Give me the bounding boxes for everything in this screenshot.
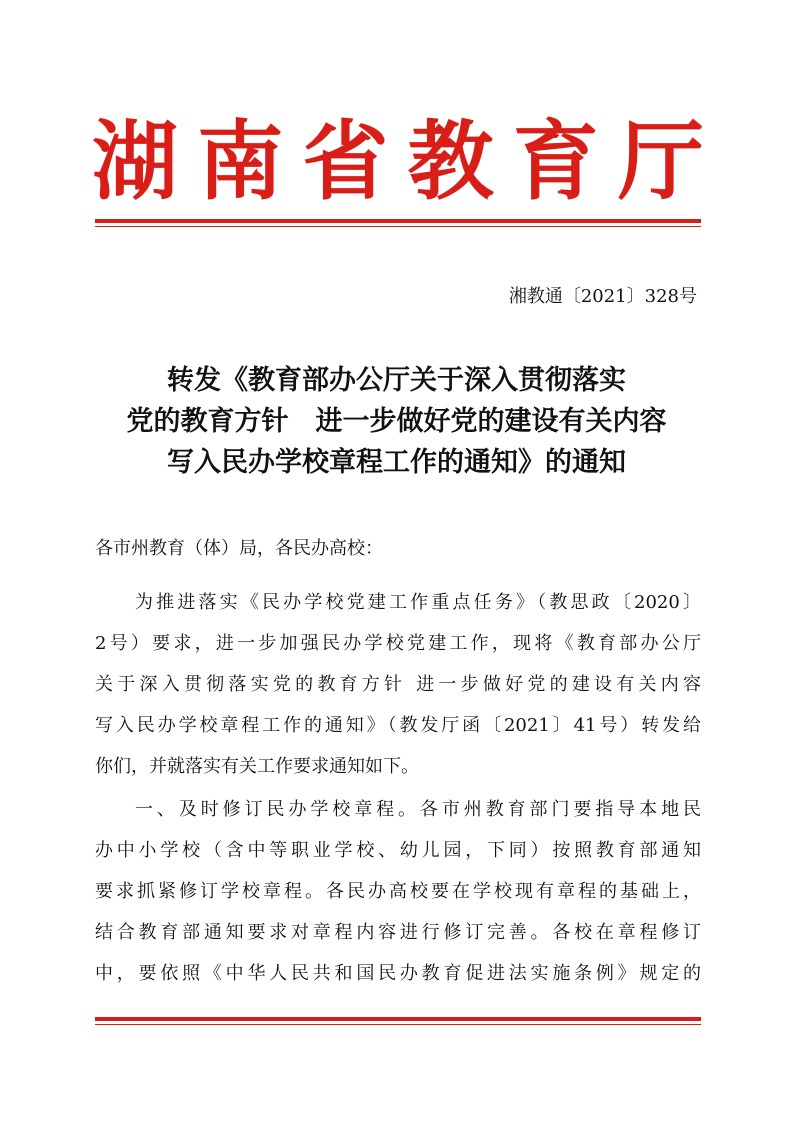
divider-thin-line xyxy=(95,226,701,227)
body-line: 为推进落实《民办学校党建工作重点任务》（教思政〔2020〕 xyxy=(135,592,701,613)
body-line: 要求抓紧修订学校章程。各民办高校要在学校现有章程的基础上， xyxy=(95,881,701,902)
masthead-char: 湖 xyxy=(92,111,178,212)
title-line: 写入民办学校章程工作的通知》的通知 xyxy=(167,447,626,478)
document-title xyxy=(60,360,733,483)
footer-divider xyxy=(95,1017,701,1025)
body-line: 办中小学校（含中等职业学校、幼儿园，下同）按照教育部通知 xyxy=(95,840,701,861)
masthead-char: 育 xyxy=(512,111,599,212)
divider-thick-line xyxy=(95,1017,701,1021)
divider-thin-line xyxy=(95,1024,701,1025)
divider-thick-line xyxy=(95,219,701,223)
masthead-divider xyxy=(95,219,701,227)
body-line: 中，要依照《中华人民共和国民办教育促进法实施条例》规定的 xyxy=(95,963,701,984)
masthead-title xyxy=(92,112,704,212)
addressee-line: 各市州教育（体）局，各民办高校： xyxy=(95,538,383,559)
title-line: 转发《教育部办公厅关于深入贯彻落实 xyxy=(167,365,626,396)
masthead-char: 教 xyxy=(407,111,494,212)
title-line: 党的教育方针 进一步做好党的建设有关内容 xyxy=(126,406,667,437)
body-line: 写入民办学校章程工作的通知》（教发厅函〔2021〕41号）转发给 xyxy=(95,715,701,736)
body-line: 你们，并就落实有关工作要求通知如下。 xyxy=(95,756,419,777)
document-number: 湘教通〔2021〕328号 xyxy=(508,286,697,307)
body-line: 关于深入贯彻落实党的教育方针 进一步做好党的建设有关内容 xyxy=(95,674,701,695)
body-paragraph xyxy=(95,582,701,787)
body-paragraph xyxy=(95,789,701,994)
masthead-char: 厅 xyxy=(617,111,704,212)
body-line: 2号）要求，进一步加强民办学校党建工作，现将《教育部办公厅 xyxy=(95,633,701,654)
document-body xyxy=(95,582,701,994)
masthead-char: 省 xyxy=(302,111,389,212)
body-line: 结合教育部通知要求对章程内容进行修订完善。各校在章程修订 xyxy=(95,922,701,943)
masthead-char: 南 xyxy=(197,111,284,212)
body-line: 一、及时修订民办学校章程。各市州教育部门要指导本地民 xyxy=(135,799,701,820)
